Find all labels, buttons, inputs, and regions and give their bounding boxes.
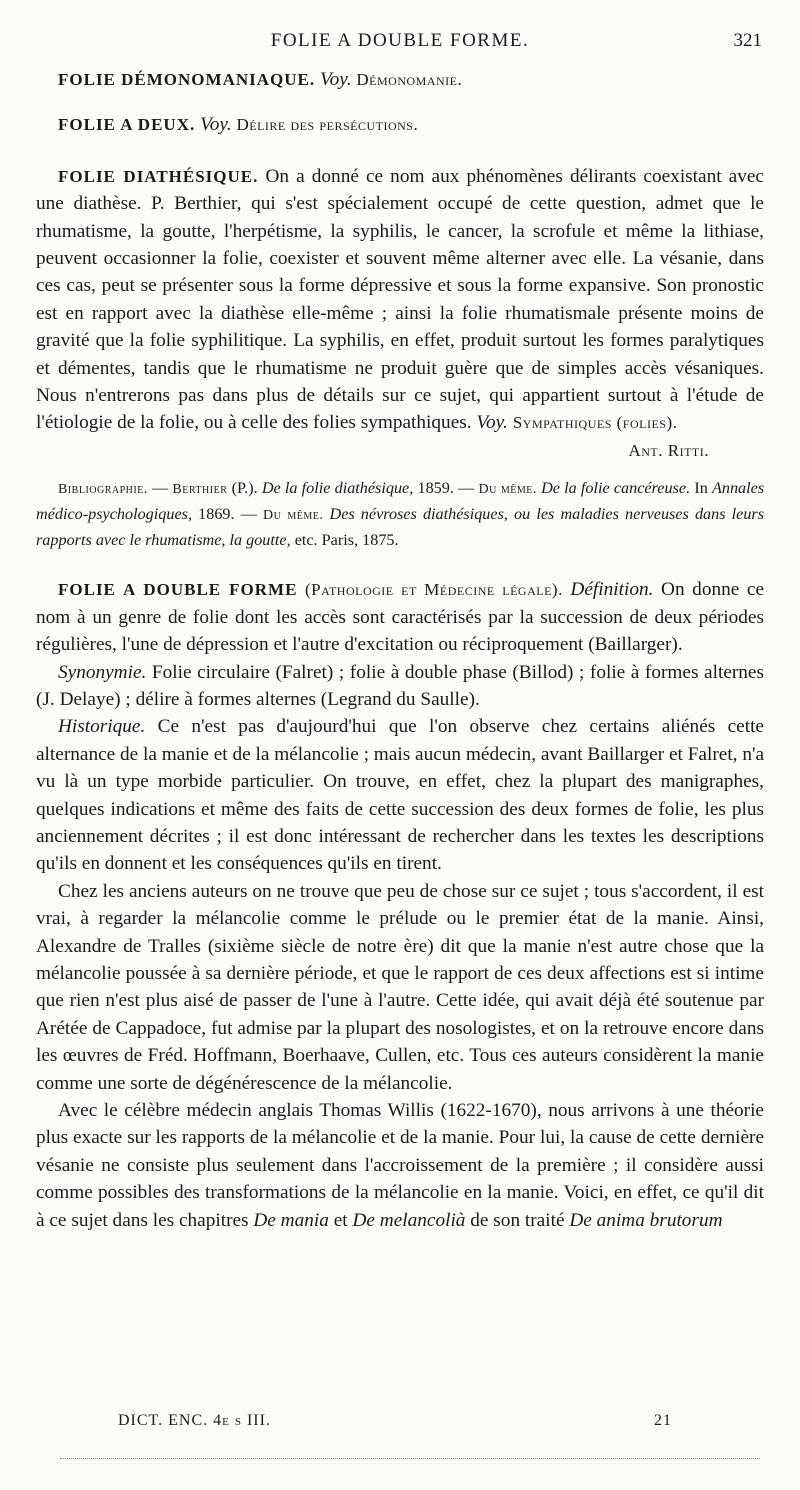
section-label: Synonymie. (58, 661, 147, 683)
cross-reference: Délire des persécutions. (236, 115, 419, 135)
section-label: Définition. (570, 579, 654, 601)
signature-mark: DICT. ENC. 4e s III. (118, 1412, 271, 1429)
page-number: 321 (733, 30, 762, 51)
history-paragraph: Historique. Ce n'est pas d'aujourd'hui que l'on observe chez certains aliénés cette alternance de la manie et de la mélancolie ; mais aucun médecin, avant Baillarger et Falret, n'a vu là un type morbide particulier. On trouve, en effet, chez la plupart des manigraphes, quelques indications et même des faits de cette succession des deux formes de folie, les plus anciennement décrites ; il est donc intéressant de rechercher dans les textes les descriptions qu'ils en donnent et les conséquences qu'ils en tirent. (36, 716, 764, 875)
ancients-paragraph: Chez les anciens auteurs on ne trouve que peu de chose sur ce sujet ; tous s'accordent, il est vrai, à regarder la mélancolie comme le prélude ou le premier état de la manie. Ainsi, Alexandre de Tralles (sixième siècle de notre ère) dit que la manie n'est autre chose que la mélancolie poussée à sa dernière période, et que le rapport de ces deux affections est si intime que rien n'est plus aisé de passer de l'une à l'autre. Cette idée, qui avait déjà été soutenue par Arétée de Cappadoce, fut admise par la plupart des nosologistes, et on la retrouve encore dans les œuvres de Fréd. Hoffmann, Boerhaave, Cullen, etc. Tous ces auteurs considèrent la manie comme une sorte de dégénérescence de la mélancolie. (36, 880, 764, 1094)
cross-reference: Sympathiques (folies). (512, 413, 678, 433)
entry-body: On a donné ce nom aux phénomènes délirants coexistant avec une diathèse. P. Berthier, qui s'est spécialement occupé de cette question, admet que le rhumatisme, la goutte, l'herpétisme, la syphilis, le cancer, la scrofule et même la lithiase, peuvent occasionner la folie, coexister et souvent même alterner avec elle. La vésanie, dans ces cas, peut se présenter sous la forme dépressive et sous la forme expansive. Son pronostic est en rapport avec la diathèse elle-même ; ainsi la folie rhumatismale présente moins de gravité que la folie syphilitique. La syphilis, en effet, produit surtout les formes paralytiques et démentes, tandis que le rhumatisme ne produit guère que de simples accès vésaniques. Nous n'entrerons pas dans plus de détails sur ce sujet, qui appartient surtout à l'étude de l'étiologie de la folie, ou à celle des folies sympathiques. (36, 165, 764, 434)
voy-ref: Voy. (319, 69, 352, 90)
headword: FOLIE A DOUBLE FORME (58, 580, 298, 600)
bottom-dotted-rule (60, 1458, 760, 1459)
cross-reference: Démonomanie. (356, 70, 463, 89)
voy-ref: Voy. (476, 412, 509, 434)
work-title: Des névroses diathésiques, ou les maladies nerveuses dans leurs rapports avec le rhumatisme, la goutte, (36, 505, 765, 550)
work-title: De la folie cancéreuse. (541, 479, 691, 498)
definition-text: On donne ce nom à un genre de folie dont les accès sont caractérisés par la succession de deux périodes régulières, l'une de dépression et l'autre d'excitation ou réciproquement (Baillarger). (36, 579, 765, 656)
sheet-number: 21 (654, 1412, 672, 1429)
category: (Pathologie et Médecine légale). (305, 580, 563, 600)
author: Berthier (172, 482, 228, 498)
work-title: De la folie diathésique, (261, 479, 414, 498)
headword: FOLIE DIATHÉSIQUE. (58, 166, 259, 186)
headword: FOLIE DÉMONOMANIAQUE. (58, 70, 316, 89)
entry-demonomaniaque (36, 66, 764, 93)
author-signature: Ant. Ritti. (628, 440, 709, 460)
running-head (36, 30, 764, 56)
bibliography: Bibliographie. — Berthier (P.). De la folie diathésique, 1859. — Du même. De la folie cancéreuse. In Annales médico-psychologiques, 1869. — Du même. Des névroses diathésiques, ou les maladies nerveuses dans leurs rapports avec le rhumatisme, la goutte, etc. Paris, 1875. (36, 479, 765, 550)
voy-ref: Voy. (200, 114, 232, 136)
journal-title: Annales médico-psychologiques, (36, 479, 765, 524)
headword: FOLIE A DEUX. (58, 115, 196, 135)
entry-diathesique (36, 163, 764, 437)
synonymy-paragraph: Synonymie. Folie circulaire (Falret) ; folie à double phase (Billod) ; folie à formes alternes (J. Delaye) ; délire à formes alternes (Legrand du Saulle). (36, 661, 764, 710)
running-title: FOLIE A DOUBLE FORME. (270, 30, 530, 51)
bibliography-label: Bibliographie. (58, 482, 148, 498)
willis-paragraph: Avec le célèbre médecin anglais Thomas Willis (1622-1670), nous arrivons à une théorie plus exacte sur les rapports de la mélancolie et de la manie. Pour lui, la cause de cette dernière vésanie ne consiste plus seulement dans l'accroissement de la première ; il considère aussi comme possibles des transformations de la mélancolie en la manie. Voici, en effet, ce qu'il dit à ce sujet dans les chapitres De mania et De melancolià de son traité De anima brutorum (36, 1100, 764, 1231)
entry-deux (36, 111, 764, 138)
section-label: Historique. (58, 716, 146, 738)
entry-double-forme (36, 576, 764, 658)
